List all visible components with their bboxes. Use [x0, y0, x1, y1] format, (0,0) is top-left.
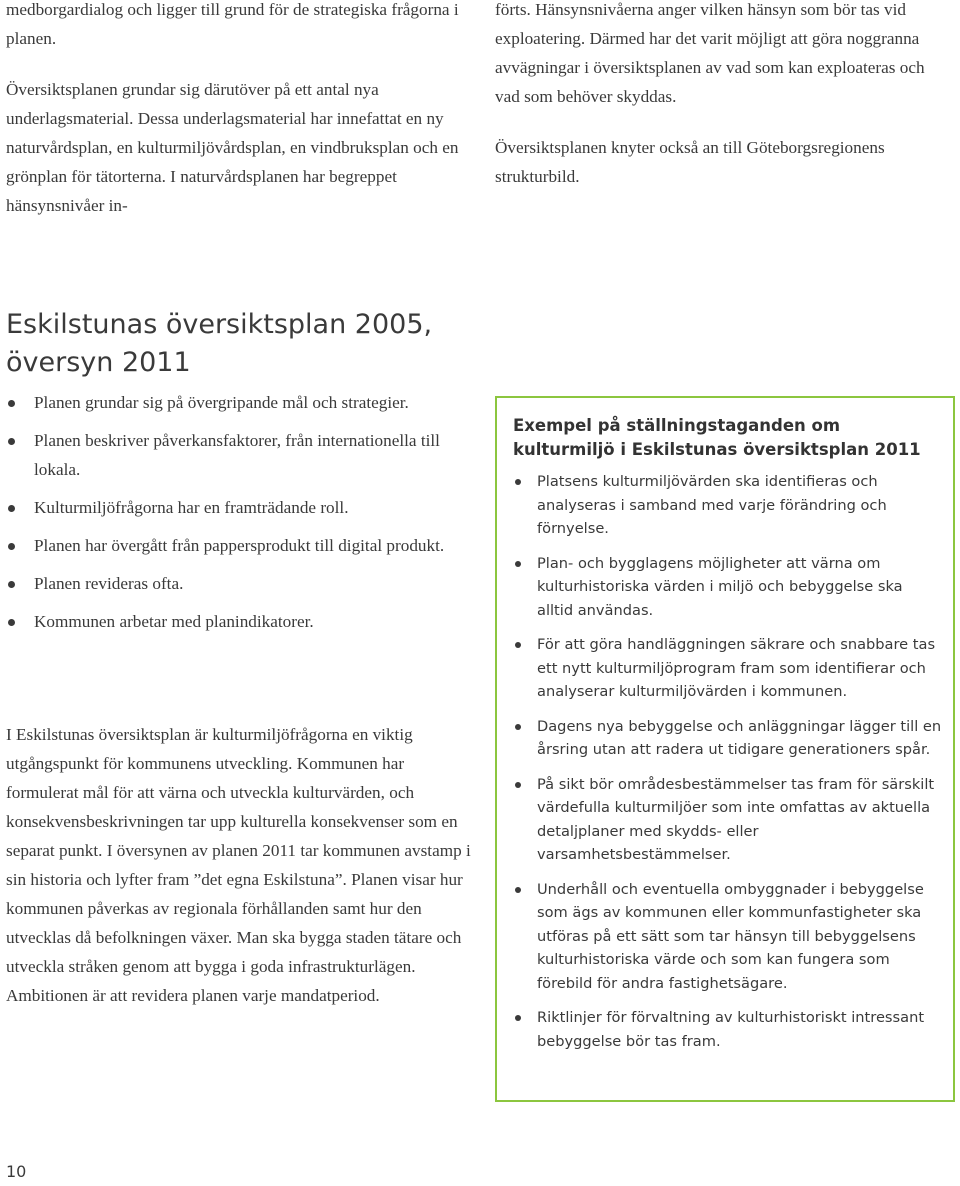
bullet-dot-icon: [8, 400, 15, 407]
box-item-text: Plan- och bygglagens möjligheter att värna om kulturhistoriska värden i miljö och bebyggelse ska alltid användas.: [537, 554, 903, 619]
bullet-text: Kommunen arbetar med planindikatorer.: [34, 612, 314, 631]
list-item: [513, 552, 943, 623]
section-heading: Eskilstunas översiktsplan 2005, översyn 2011: [6, 309, 433, 378]
bullet-dot-icon: [515, 561, 521, 567]
list-item: [6, 493, 476, 522]
box-list: [513, 470, 943, 1064]
list-item: [6, 569, 476, 598]
top-left-column: [6, 0, 476, 220]
bullet-text: Planen har övergått från pappersprodukt till digital produkt.: [34, 536, 445, 555]
list-item: [513, 878, 943, 996]
box-item-text: Platsens kulturmiljövärden ska identifieras och analyseras i samband med varje förändring och förnyelse.: [537, 473, 887, 537]
list-item: [513, 773, 943, 867]
plan-bullet-list: [6, 388, 476, 645]
bullet-dot-icon: [8, 438, 15, 445]
intro-paragraph-2: Översiktsplanen grundar sig därutöver på ett antal nya underlagsmaterial. Dessa underlagsmaterial har innefattat en ny naturvårdsplan, en kulturmiljövårdsplan, en vindbruksplan och en grönplan för tätorterna. I naturvårdsplanen har begreppet hänsynsnivåer in-: [6, 80, 459, 215]
bullet-dot-icon: [8, 581, 15, 588]
list-item: [6, 388, 476, 417]
continued-paragraph-2: Översiktsplanen knyter också an till Göteborgsregionens strukturbild.: [495, 138, 885, 186]
bullet-text: Planen revideras ofta.: [34, 574, 184, 593]
list-item: [6, 607, 476, 636]
list-item: [513, 633, 943, 704]
intro-paragraph-1: medborgardialog och ligger till grund för de strategiska frågorna i planen.: [6, 0, 459, 48]
box-item-text: Dagens nya bebyggelse och anläggningar lägger till en årsring utan att radera ut tidigare generationers spår.: [537, 717, 942, 758]
continued-paragraph-1: förts. Hänsynsnivåerna anger vilken hänsyn som bör tas vid exploatering. Därmed har det varit möjligt att göra noggranna avvägningar i översiktsplanen av vad som kan exploateras och vad som behöver skyddas.: [495, 0, 925, 106]
list-item: [513, 470, 943, 541]
bullet-dot-icon: [515, 724, 521, 730]
bullet-dot-icon: [8, 619, 15, 626]
bullet-dot-icon: [8, 505, 15, 512]
bullet-text: Planen beskriver påverkansfaktorer, från internationella till lokala.: [34, 431, 440, 479]
box-item-text: Underhåll och eventuella ombyggnader i bebyggelse som ägs av kommunen eller kommunfastigheter ska utföras på ett sätt som tar hänsyn till bebyggelsens kulturhistoriska värde och som kan fungera som förebild för andra fastighetsägare.: [537, 880, 924, 992]
bullet-dot-icon: [515, 479, 521, 485]
box-item-text: Riktlinjer för förvaltning av kulturhistoriskt intressant bebyggelse bör tas fram.: [537, 1009, 925, 1050]
box-item-text: På sikt bör områdesbestämmelser tas fram för särskilt värdefulla kulturmiljöer som inte omfattas av aktuella detaljplaner med skydds- eller varsamhetsbestämmelser.: [537, 775, 935, 863]
top-right-column: [495, 0, 950, 191]
bullet-dot-icon: [515, 782, 521, 788]
list-item: [6, 531, 476, 560]
list-item: [6, 426, 476, 484]
bullet-dot-icon: [8, 543, 15, 550]
page-number: 10: [6, 1162, 27, 1181]
section-body: [6, 720, 476, 1010]
bullet-dot-icon: [515, 887, 521, 893]
box-title: Exempel på ställningstaganden om kulturmiljö i Eskilstunas översiktsplan 2011: [513, 416, 921, 459]
bullet-dot-icon: [515, 642, 521, 648]
example-box: [495, 396, 955, 1102]
list-item: [513, 715, 943, 762]
bullet-text: Kulturmiljöfrågorna har en framträdande roll.: [34, 498, 349, 517]
bullet-dot-icon: [515, 1015, 521, 1021]
bullet-text: Planen grundar sig på övergripande mål och strategier.: [34, 393, 409, 412]
body-paragraph: I Eskilstunas översiktsplan är kulturmiljöfrågorna en viktig utgångspunkt för kommunens utveckling. Kommunen har formulerat mål för att värna och utveckla kulturvärden, och konsekvensbeskrivningen tar upp kulturella konsekvenser som en separat punkt. I översynen av planen 2011 tar kommunen avstamp i sin historia och lyfter fram ”det egna Eskilstuna”. Planen visar hur kommunen påverkas av regionala förhållanden samt hur den utvecklas då befolkningen växer. Man ska bygga staden tätare och utveckla stråken genom att bygga i goda infrastrukturlägen. Ambitionen är att revidera planen varje mandatperiod.: [6, 725, 471, 1005]
box-item-text: För att göra handläggningen säkrare och snabbare tas ett nytt kulturmiljöprogram fram som identifierar och analyserar kulturmiljövärden i kommunen.: [537, 636, 936, 700]
list-item: [513, 1006, 943, 1053]
